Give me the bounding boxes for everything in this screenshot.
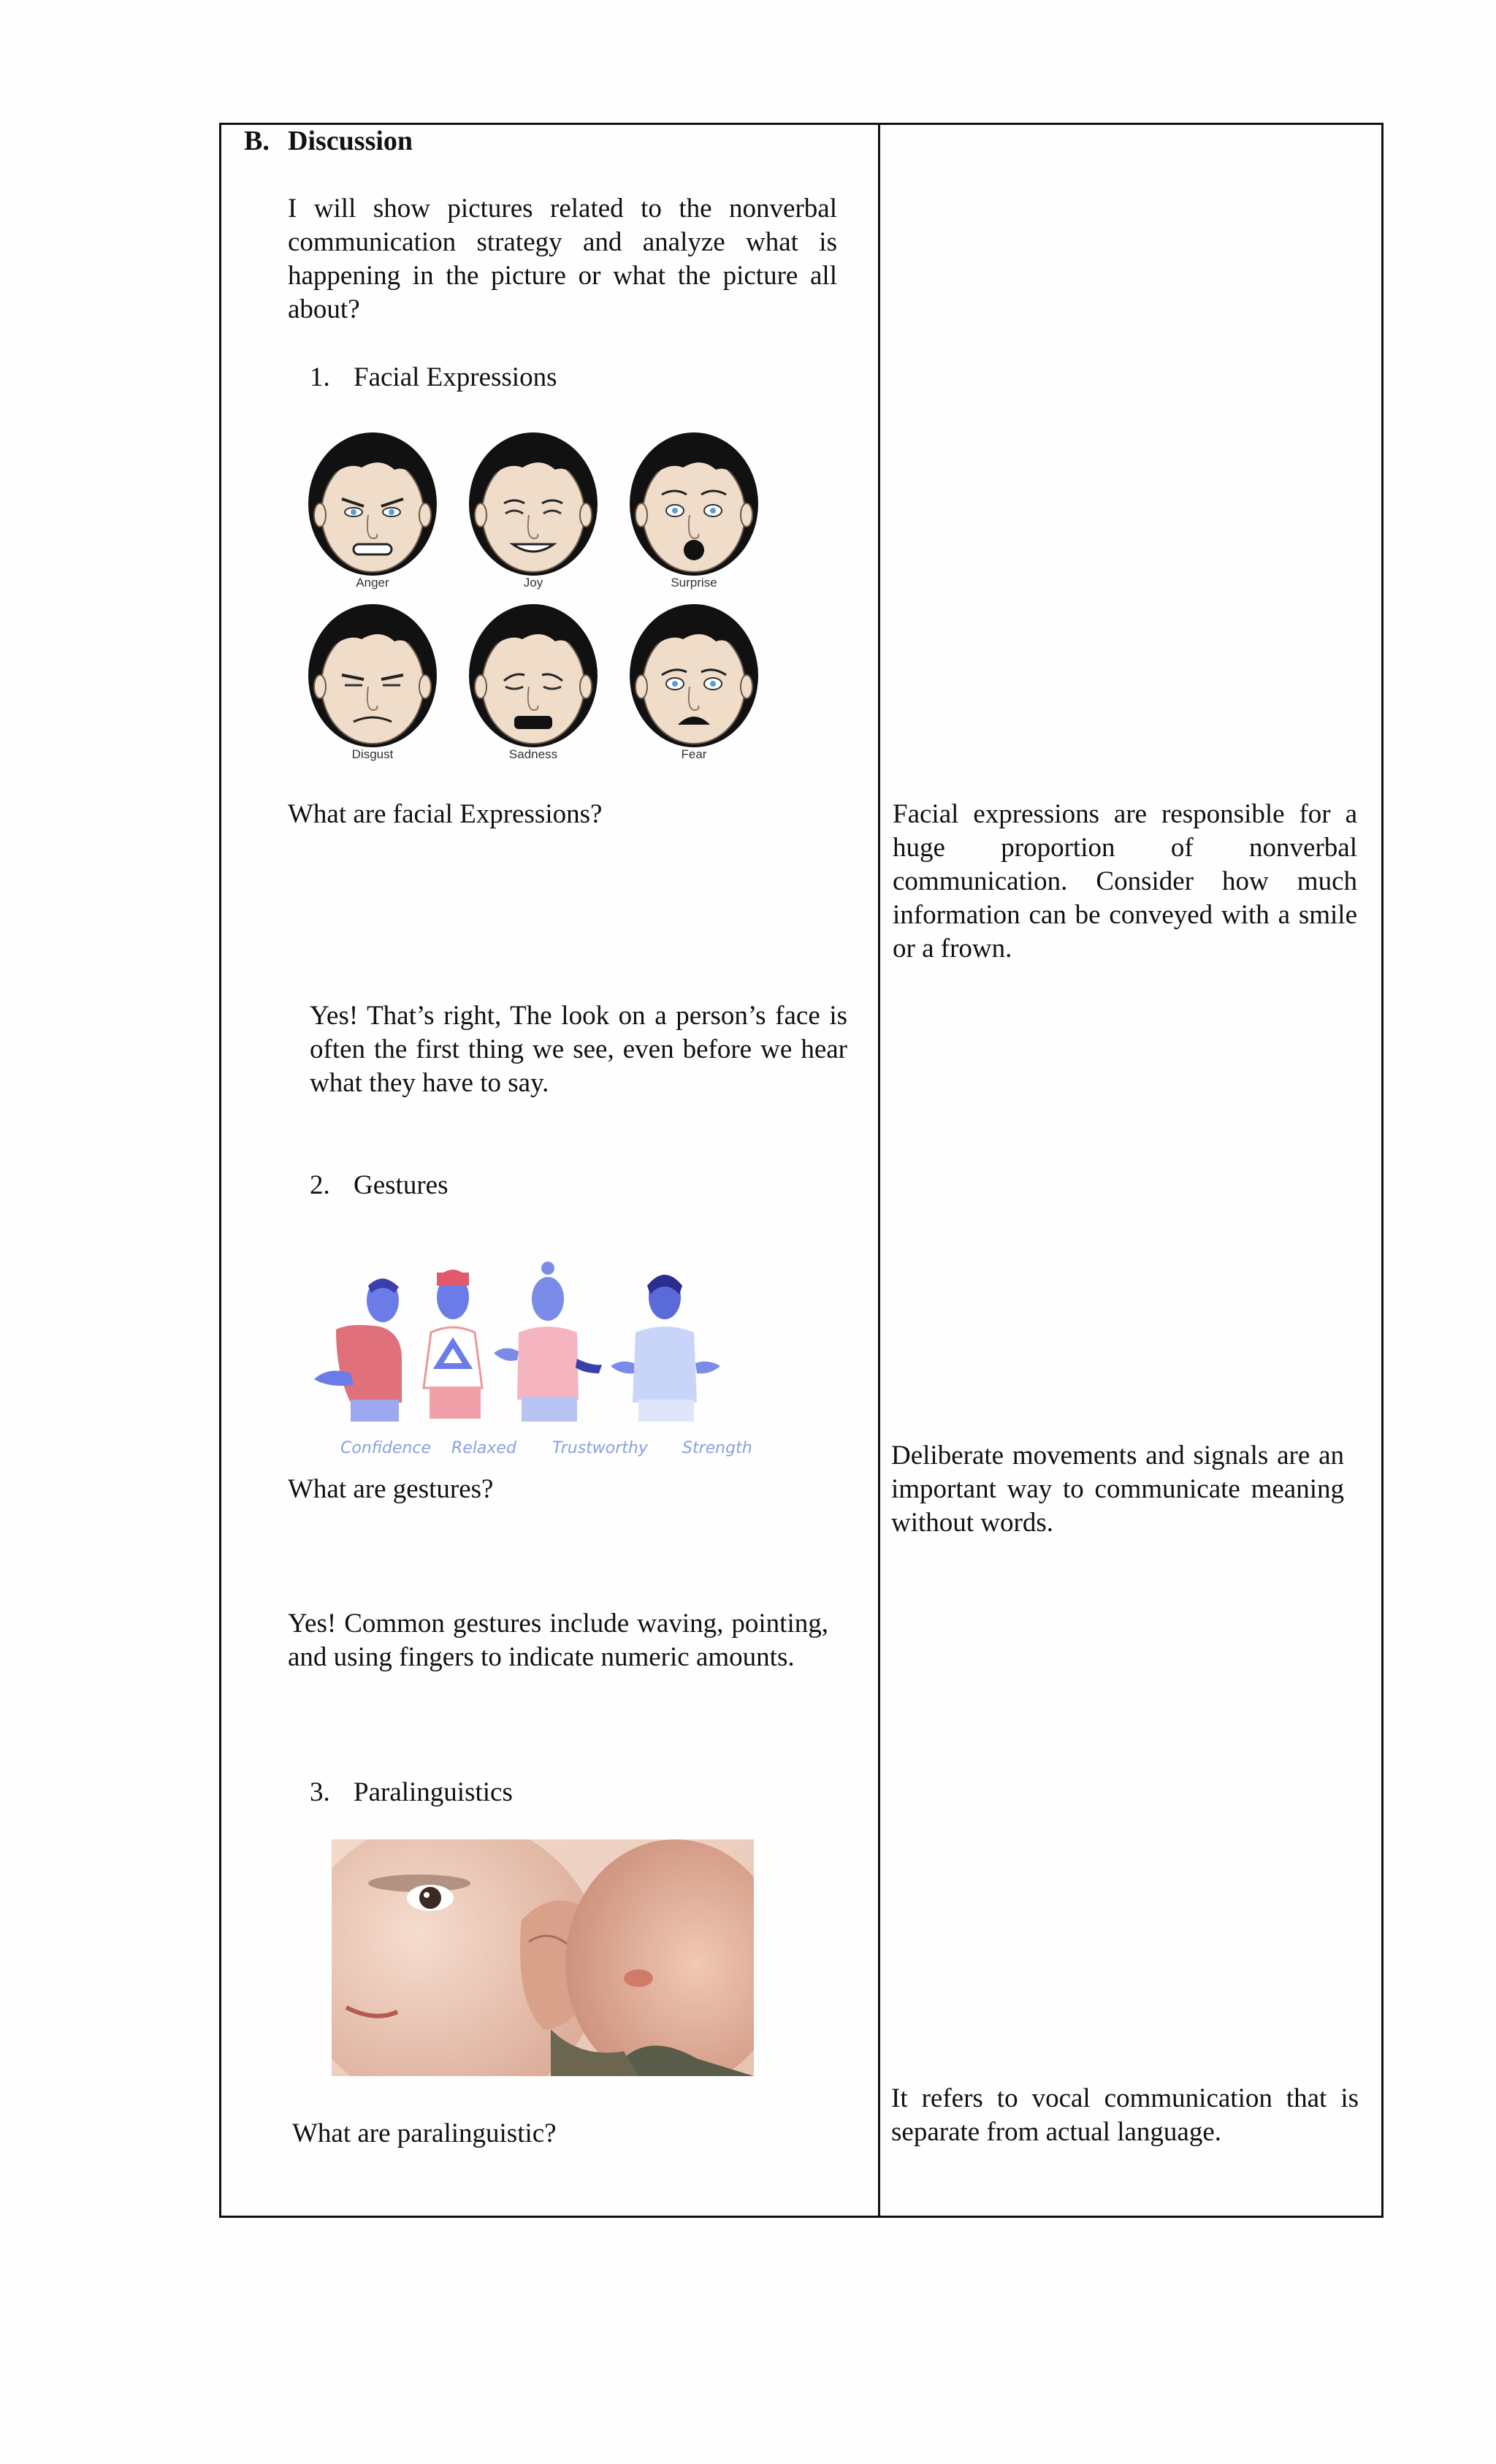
face-label: Joy (523, 576, 543, 590)
gesture-label: Confidence (340, 1439, 432, 1457)
paralinguistics-photo (332, 1839, 754, 2076)
question-facial: What are facial Expressions? (288, 799, 603, 829)
face-disgust (292, 599, 453, 771)
gesture-figure-trustworthy (494, 1262, 602, 1422)
face-sadness (453, 599, 614, 771)
facial-expressions-image (292, 427, 789, 771)
column-divider (878, 123, 880, 2218)
gesture-label: Strength (682, 1439, 752, 1457)
question-gestures: What are gestures? (288, 1474, 494, 1504)
response-facial: Yes! That’s right, The look on a person’s face is often the first thing we see, even before we hear what they have to say. (310, 1001, 847, 1098)
answer-paralinguistic: It refers to vocal communication that is separate from actual language. (891, 2083, 1359, 2147)
item-title-gestures: Gestures (354, 1170, 449, 1200)
face-joy (453, 427, 614, 599)
face-label: Fear (681, 747, 707, 761)
section-title: Discussion (288, 126, 413, 156)
section-letter: B. (244, 126, 270, 156)
item-number-2: 2. (310, 1170, 330, 1200)
answer-gestures: Deliberate movements and signals are an important way to communicate meaning without words. (891, 1441, 1344, 1538)
face-label: Anger (356, 576, 389, 590)
response-gestures: Yes! Common gestures include waving, pointing, and using fingers to indicate numeric amounts. (288, 1609, 828, 1672)
face-surprise (614, 427, 774, 599)
gestures-image (307, 1256, 789, 1468)
face-label: Sadness (508, 747, 558, 761)
gesture-label: Trustworthy (552, 1439, 648, 1457)
face-anger (292, 427, 453, 599)
face-label: Surprise (671, 576, 717, 590)
item-title-paralinguistics: Paralinguistics (354, 1777, 513, 1807)
intro-paragraph: I will show pictures related to the nonverbal communication strategy and analyze what is happening in the picture or what the picture all about? (288, 194, 837, 324)
answer-facial: Facial expressions are responsible for a huge proportion of nonverbal communication. Consider how much information can be conveyed with a smile or a frown. (893, 799, 1357, 964)
item-title-facial-expressions: Facial Expressions (354, 362, 557, 392)
face-label: Disgust (351, 747, 394, 761)
gesture-label: Relaxed (451, 1439, 516, 1457)
face-fear (614, 599, 774, 771)
gesture-figure-relaxed (424, 1270, 482, 1419)
item-number-3: 3. (310, 1777, 330, 1807)
gesture-figure-confidence (314, 1278, 402, 1422)
item-number-1: 1. (310, 362, 330, 392)
gesture-figure-strength (611, 1275, 720, 1422)
question-paralinguistic: What are paralinguistic? (292, 2118, 557, 2148)
